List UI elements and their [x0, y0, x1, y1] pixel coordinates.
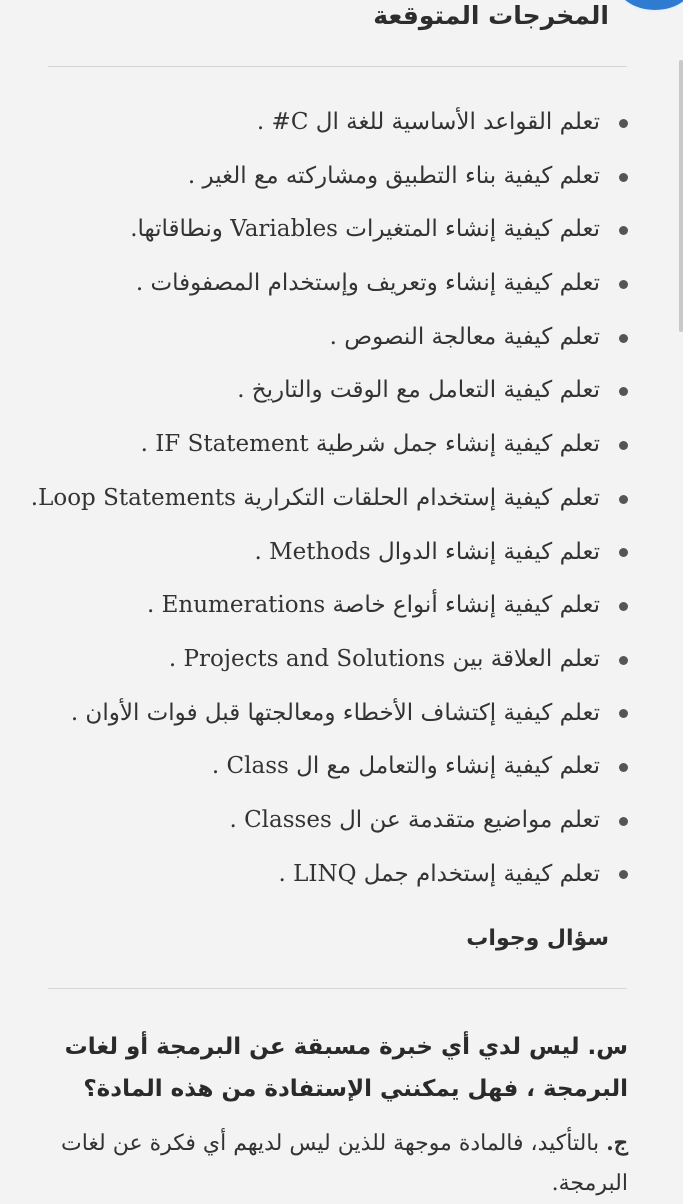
bullet-icon — [619, 870, 628, 879]
outcome-text: تعلم كيفية التعامل مع الوقت والتاريخ . — [237, 377, 600, 404]
outcome-list-item — [38, 150, 628, 204]
bullet-icon — [619, 226, 628, 235]
bullet-icon — [619, 656, 628, 665]
outcome-list-item — [38, 740, 628, 794]
faq-heading: سؤال وجواب — [466, 926, 609, 951]
faq-answer — [38, 1123, 628, 1204]
outcome-text: تعلم كيفية إنشاء جمل شرطية IF Statement . — [140, 431, 600, 458]
bullet-icon — [619, 602, 628, 611]
outcome-list-item — [38, 687, 628, 741]
outcomes-heading: المخرجات المتوقعة — [373, 1, 609, 30]
outcome-text: تعلم كيفية إكتشاف الأخطاء ومعالجتها قبل فوات الأوان . — [70, 699, 600, 726]
bullet-icon — [619, 173, 628, 182]
outcome-text: تعلم كيفية إستخدام الحلقات التكرارية Loop Statements. — [30, 484, 600, 511]
outcome-text: تعلم العلاقة بين Projects and Solutions . — [168, 645, 600, 672]
outcome-text: تعلم كيفية إنشاء المتغيرات Variables ونطاقاتها. — [130, 216, 600, 243]
outcome-text: تعلم مواضيع متقدمة عن ال Classes . — [229, 806, 600, 833]
outcome-list-item — [38, 203, 628, 257]
outcome-text: تعلم القواعد الأساسية للغة ال C# . — [256, 109, 600, 135]
faq-answer-text: بالتأكيد، فالمادة موجهة للذين ليس لديهم أي فكرة عن لغات البرمجة. — [60, 1131, 628, 1196]
outcome-list-item — [38, 418, 628, 472]
outcome-text: تعلم كيفية إنشاء الدوال Methods . — [254, 538, 600, 565]
bullet-icon — [619, 441, 628, 450]
outcome-list-item — [38, 311, 628, 365]
bullet-icon — [619, 334, 628, 343]
faq-question: س. ليس لدي أي خبرة مسبقة عن البرمجة أو لغات البرمجة ، فهل يمكنني الإستفادة من هذه المادة؟ — [64, 1034, 628, 1102]
outcome-list-item — [38, 848, 628, 902]
outcome-text: تعلم كيفية إنشاء وتعريف وإستخدام المصفوفات . — [135, 270, 600, 297]
outcome-list-item — [38, 96, 628, 150]
scrollbar[interactable] — [679, 60, 683, 332]
faq-answer-prefix: ج. — [606, 1130, 628, 1156]
floating-action-button[interactable] — [613, 0, 683, 12]
outcome-text: تعلم كيفية إنشاء أنواع خاصة Enumerations . — [146, 592, 600, 619]
bullet-icon — [619, 709, 628, 718]
bullet-icon — [619, 763, 628, 772]
outcomes-list — [30, 96, 628, 901]
bullet-icon — [619, 280, 628, 289]
outcome-list-item — [38, 257, 628, 311]
outcome-text: تعلم كيفية معالجة النصوص . — [329, 323, 600, 350]
bullet-icon — [619, 495, 628, 504]
faq-divider — [48, 988, 627, 989]
outcome-list-item — [38, 364, 628, 418]
outcome-text: تعلم كيفية إنشاء والتعامل مع ال Class . — [211, 753, 600, 780]
outcome-list-item — [30, 472, 628, 526]
outcome-list-item — [38, 794, 628, 848]
bullet-icon — [619, 817, 628, 826]
outcome-list-item — [38, 633, 628, 687]
outcomes-divider — [48, 66, 627, 67]
outcome-text: تعلم كيفية إستخدام جمل LINQ . — [278, 860, 600, 887]
outcome-list-item — [38, 579, 628, 633]
bullet-icon — [619, 119, 628, 128]
bullet-icon — [619, 387, 628, 396]
outcome-text: تعلم كيفية بناء التطبيق ومشاركته مع الغير . — [187, 162, 600, 189]
bullet-icon — [619, 548, 628, 557]
outcome-list-item — [38, 526, 628, 580]
